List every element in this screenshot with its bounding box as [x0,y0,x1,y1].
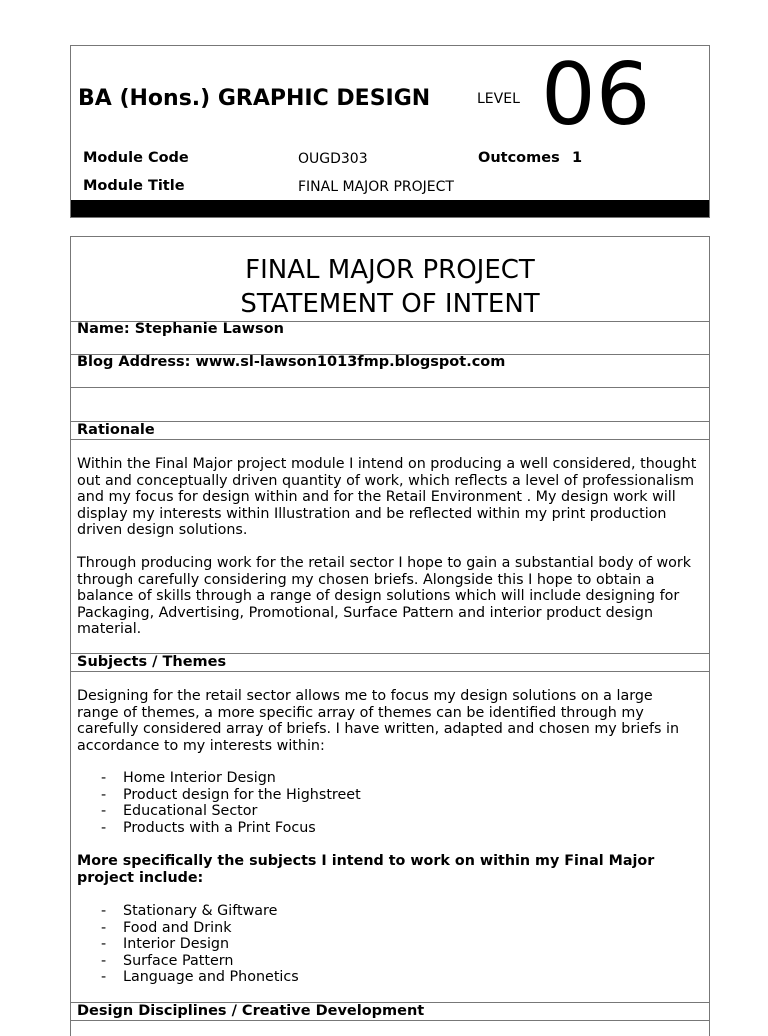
student-name: Name: Stephanie Lawson [77,321,284,337]
divider [71,439,709,440]
list-item: - Language and Phonetics [101,969,299,986]
interests-list [77,770,361,836]
list-item: - Surface Pattern [101,952,234,969]
rationale-paragraph-1: Within the Final Major project module I intend on producing a well considered, thought out and conceptually driven quantity of work, which reflects a level of professionalism and my focus for design within and for the Retail Environment . My design work will display my interests within Illustration and be reflected within my print production driven design solutions. [77,456,697,539]
statement-of-intent-form [70,236,710,1036]
module-code-value: OUGD303 [298,151,368,167]
level-label: LEVEL [477,91,520,107]
divider [71,421,709,422]
list-item: - Educational Sector [101,803,258,820]
subjects-paragraph-1: Designing for the retail sector allows me to focus my design solutions on a large range of themes, a more specific array of themes can be identified through my carefully considered array of briefs. I have written, adapted and chosen my briefs in accordance to my interests within: [77,688,680,754]
divider [71,387,709,388]
module-title-label: Module Title [83,178,185,194]
design-disciplines-heading: Design Disciplines / Creative Development [77,1003,425,1019]
divider [71,671,709,672]
list-item: - Product design for the Highstreet [101,786,361,803]
list-item: - Interior Design [101,936,230,953]
outcomes-label: Outcomes [478,150,560,166]
title-line-2: STATEMENT OF INTENT [240,289,540,319]
list-item: - Food and Drink [101,919,232,936]
divider [71,1020,709,1021]
rationale-heading: Rationale [77,422,155,438]
module-code-label: Module Code [83,150,189,166]
level-number: 06 [541,45,651,145]
header-divider-bar [71,200,709,217]
module-title-value: FINAL MAJOR PROJECT [298,179,454,195]
programme-title: BA (Hons.) GRAPHIC DESIGN [78,86,431,111]
title-line-1: FINAL MAJOR PROJECT [245,255,535,285]
document-title [71,253,709,321]
subjects-list [77,903,299,986]
module-header [70,45,710,218]
list-item: - Products with a Print Focus [101,819,316,836]
subjects-paragraph-2: More specifically the subjects I intend to work on within my Final Major project include: [77,853,655,886]
list-item: - Home Interior Design [101,770,276,786]
subjects-heading: Subjects / Themes [77,654,227,670]
rationale-paragraph-2: Through producing work for the retail sector I hope to gain a substantial body of work through carefully considering my chosen briefs. Alongside this I hope to obtain a balance of skills through a range of design solutions which will include designing for Packaging, Advertising, Promotional, Surface Pattern and interior product design material. [77,555,692,638]
outcomes-value: 1 [572,150,583,166]
blog-address: Blog Address: www.sl-lawson1013fmp.blogspot.com [77,354,506,370]
list-item: - Stationary & Giftware [101,903,278,919]
